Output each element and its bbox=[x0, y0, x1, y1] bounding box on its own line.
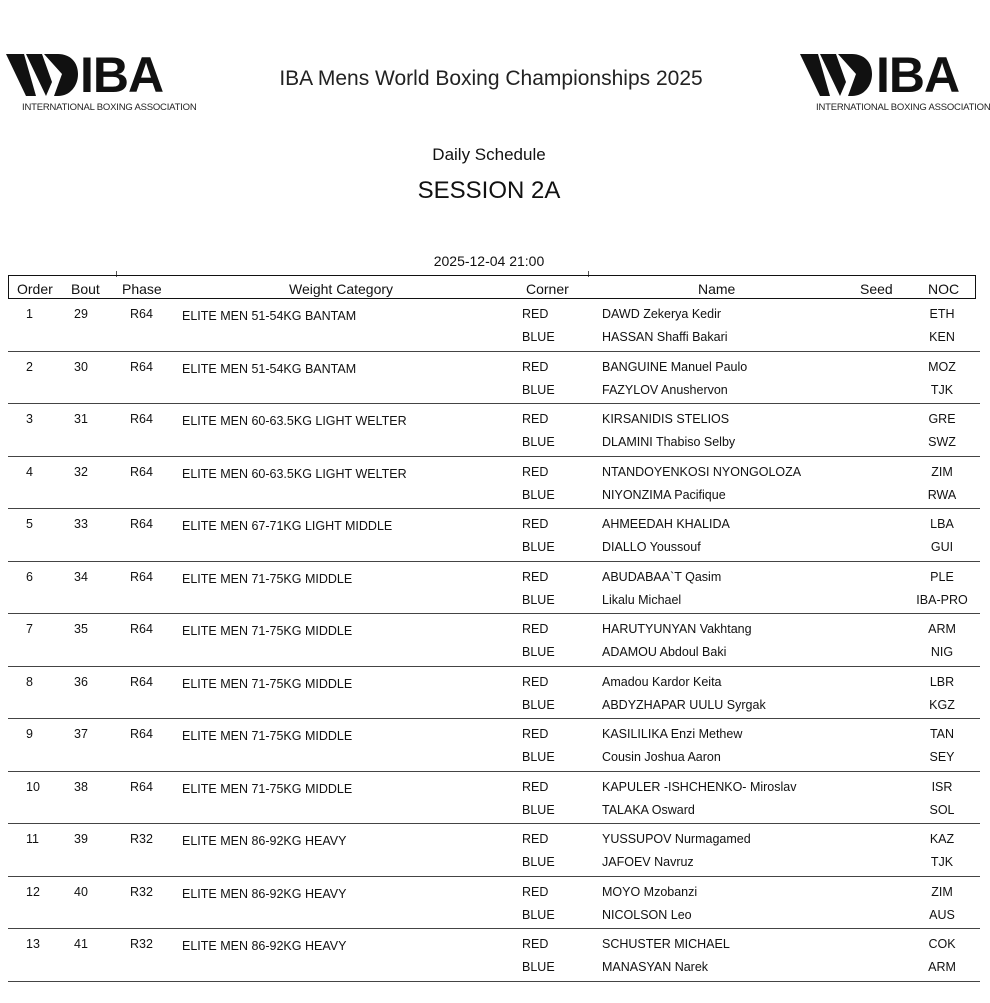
blue-corner-label: BLUE bbox=[522, 540, 555, 554]
red-boxer-name: KIRSANIDIS STELIOS bbox=[602, 412, 730, 426]
bout-order: 11 bbox=[26, 832, 39, 846]
blue-boxer-name: ABDYZHAPAR UULU Syrgak bbox=[602, 697, 766, 712]
bout-phase: R32 bbox=[130, 937, 153, 951]
bout-phase: R32 bbox=[130, 884, 153, 899]
blue-corner-label: BLUE bbox=[522, 907, 555, 922]
red-noc: GRE bbox=[928, 412, 956, 426]
bout-phase: R64 bbox=[130, 779, 153, 794]
weight-category: ELITE MEN 71-75KG MIDDLE bbox=[182, 729, 353, 743]
blue-noc: TJK bbox=[930, 382, 954, 397]
table-row bbox=[8, 614, 980, 667]
bout-number: 38 bbox=[74, 779, 88, 794]
red-noc: ARM bbox=[928, 622, 956, 636]
blue-boxer-name: DIALLO Youssouf bbox=[602, 540, 701, 554]
event-title: IBA Mens World Boxing Championships 2025 bbox=[279, 67, 703, 90]
red-boxer-name: HARUTYUNYAN Vakhtang bbox=[602, 622, 752, 636]
red-boxer-name: MOYO Mzobanzi bbox=[602, 884, 698, 899]
red-boxer-name: SCHUSTER MICHAEL bbox=[602, 937, 730, 951]
red-corner-label: RED bbox=[522, 832, 549, 846]
bout-order: 4 bbox=[26, 464, 33, 479]
red-noc: KAZ bbox=[929, 832, 955, 846]
bout-phase: R64 bbox=[130, 359, 153, 374]
red-corner-label: RED bbox=[522, 622, 549, 636]
red-corner-label: RED bbox=[522, 412, 549, 426]
blue-boxer-name: TALAKA Osward bbox=[602, 802, 695, 817]
bout-number: 31 bbox=[74, 412, 88, 426]
blue-noc: SEY bbox=[929, 750, 955, 764]
bout-order: 9 bbox=[26, 727, 33, 741]
blue-boxer-name: MANASYAN Narek bbox=[602, 960, 709, 974]
blue-corner-label: BLUE bbox=[522, 697, 555, 712]
bout-order: 8 bbox=[26, 674, 33, 689]
table-row bbox=[8, 719, 980, 772]
bout-number: 33 bbox=[74, 517, 88, 531]
blue-corner-label: BLUE bbox=[522, 750, 555, 764]
bout-number: 37 bbox=[74, 727, 88, 741]
red-boxer-name: KASILILIKA Enzi Methew bbox=[602, 727, 743, 741]
blue-boxer-name: DLAMINI Thabiso Selby bbox=[602, 435, 736, 449]
bout-phase: R64 bbox=[130, 622, 153, 636]
red-boxer-name: YUSSUPOV Nurmagamed bbox=[602, 832, 751, 846]
blue-corner-label: BLUE bbox=[522, 487, 555, 502]
bout-order: 12 bbox=[26, 884, 40, 899]
bout-order: 1 bbox=[26, 307, 33, 321]
weight-category: ELITE MEN 51-54KG BANTAM bbox=[182, 361, 357, 376]
bout-number: 40 bbox=[74, 884, 88, 899]
red-noc: ZIM bbox=[931, 884, 953, 899]
logo-org-name: INTERNATIONAL BOXING ASSOCIATION bbox=[816, 102, 990, 113]
red-boxer-name: BANGUINE Manuel Paulo bbox=[602, 359, 748, 374]
weight-category: ELITE MEN 51-54KG BANTAM bbox=[182, 309, 357, 323]
red-boxer-name: Amadou Kardor Keita bbox=[602, 674, 722, 689]
bout-phase: R64 bbox=[130, 674, 153, 689]
bout-order: 10 bbox=[26, 779, 40, 794]
session-label: SESSION 2A bbox=[417, 177, 561, 204]
bout-phase: R64 bbox=[130, 412, 153, 426]
red-noc: TAN bbox=[929, 727, 955, 741]
table-row bbox=[8, 299, 980, 352]
red-noc: LBA bbox=[930, 517, 954, 531]
blue-boxer-name: JAFOEV Navruz bbox=[602, 855, 694, 869]
bout-number: 30 bbox=[74, 359, 88, 374]
red-noc: LBR bbox=[929, 674, 955, 689]
session-datetime: 2025-12-04 21:00 bbox=[433, 253, 545, 269]
bout-phase: R64 bbox=[130, 517, 153, 531]
weight-category: ELITE MEN 86-92KG HEAVY bbox=[182, 939, 347, 953]
blue-corner-label: BLUE bbox=[522, 802, 555, 817]
bout-number: 36 bbox=[74, 674, 88, 689]
col-seed: Seed bbox=[860, 281, 893, 297]
red-noc: COK bbox=[928, 937, 956, 951]
red-corner-label: RED bbox=[522, 464, 549, 479]
col-corner: Corner bbox=[526, 281, 569, 297]
blue-noc: ARM bbox=[928, 960, 956, 974]
blue-boxer-name: Likalu Michael bbox=[602, 592, 682, 607]
red-boxer-name: ABUDABAA`T Qasim bbox=[602, 569, 722, 584]
table-row bbox=[8, 562, 980, 615]
logo-wordmark: IBA bbox=[80, 47, 164, 103]
table-row bbox=[8, 824, 980, 877]
blue-corner-label: BLUE bbox=[522, 382, 555, 397]
red-corner-label: RED bbox=[522, 779, 549, 794]
red-boxer-name: KAPULER -ISHCHENKO- Miroslav bbox=[602, 779, 797, 794]
blue-noc: SOL bbox=[929, 802, 955, 817]
bout-phase: R64 bbox=[130, 569, 153, 584]
blue-boxer-name: FAZYLOV Anushervon bbox=[602, 382, 728, 397]
blue-corner-label: BLUE bbox=[522, 855, 555, 869]
blue-noc: NIG bbox=[930, 645, 954, 659]
bout-list bbox=[0, 299, 990, 982]
bout-phase: R64 bbox=[130, 307, 153, 321]
table-row bbox=[8, 509, 980, 562]
red-corner-label: RED bbox=[522, 569, 549, 584]
red-corner-label: RED bbox=[522, 884, 549, 899]
red-noc: MOZ bbox=[928, 359, 956, 374]
blue-boxer-name: NICOLSON Leo bbox=[602, 907, 692, 922]
weight-category: ELITE MEN 71-75KG MIDDLE bbox=[182, 781, 353, 796]
bout-order: 6 bbox=[26, 569, 33, 584]
blue-corner-label: BLUE bbox=[522, 435, 555, 449]
weight-category: ELITE MEN 86-92KG HEAVY bbox=[182, 834, 347, 848]
weight-category: ELITE MEN 60-63.5KG LIGHT WELTER bbox=[182, 414, 407, 428]
red-noc: ZIM bbox=[931, 464, 953, 479]
red-corner-label: RED bbox=[522, 307, 549, 321]
bout-phase: R64 bbox=[130, 727, 153, 741]
logo-wordmark: IBA bbox=[876, 47, 960, 103]
bout-order: 3 bbox=[26, 412, 33, 426]
blue-boxer-name: NIYONZIMA Pacifique bbox=[602, 487, 726, 502]
blue-corner-label: BLUE bbox=[522, 645, 555, 659]
red-corner-label: RED bbox=[522, 674, 549, 689]
blue-noc: GUI bbox=[930, 540, 954, 554]
bout-number: 35 bbox=[74, 622, 88, 636]
col-weight-category: Weight Category bbox=[289, 281, 394, 297]
blue-noc: IBA-PRO bbox=[916, 592, 968, 607]
red-boxer-name: DAWD Zekerya Kedir bbox=[602, 307, 722, 321]
table-row bbox=[8, 772, 980, 825]
blue-noc: KEN bbox=[929, 330, 955, 344]
weight-category: ELITE MEN 71-75KG MIDDLE bbox=[182, 571, 353, 586]
bout-order: 7 bbox=[26, 622, 33, 636]
red-boxer-name: AHMEEDAH KHALIDA bbox=[602, 517, 730, 531]
blue-noc: AUS bbox=[929, 907, 955, 922]
red-corner-label: RED bbox=[522, 517, 549, 531]
blue-corner-label: BLUE bbox=[522, 330, 555, 344]
bout-order: 5 bbox=[26, 517, 33, 531]
table-row bbox=[8, 457, 980, 510]
table-row bbox=[8, 352, 980, 405]
blue-boxer-name: ADAMOU Abdoul Baki bbox=[602, 645, 727, 659]
blue-noc: SWZ bbox=[928, 435, 956, 449]
weight-category: ELITE MEN 86-92KG HEAVY bbox=[182, 886, 347, 901]
bout-order: 13 bbox=[26, 937, 40, 951]
table-row bbox=[8, 667, 980, 720]
table-row bbox=[8, 929, 980, 982]
red-corner-label: RED bbox=[522, 359, 549, 374]
schedule-label: Daily Schedule bbox=[432, 145, 546, 164]
table-row bbox=[8, 404, 980, 457]
blue-noc: RWA bbox=[927, 487, 957, 502]
blue-corner-label: BLUE bbox=[522, 592, 555, 607]
weight-category: ELITE MEN 67-71KG LIGHT MIDDLE bbox=[182, 519, 393, 533]
red-noc: ISR bbox=[931, 779, 953, 794]
bout-number: 39 bbox=[74, 832, 88, 846]
bout-phase: R64 bbox=[130, 464, 153, 479]
col-phase: Phase bbox=[122, 281, 162, 297]
weight-category: ELITE MEN 71-75KG MIDDLE bbox=[182, 624, 353, 638]
table-header bbox=[8, 275, 976, 299]
blue-boxer-name: Cousin Joshua Aaron bbox=[602, 750, 721, 764]
col-noc: NOC bbox=[928, 281, 960, 297]
red-corner-label: RED bbox=[522, 727, 549, 741]
col-bout: Bout bbox=[71, 281, 100, 297]
red-noc: ETH bbox=[929, 307, 955, 321]
col-order: Order bbox=[17, 281, 53, 297]
logo-org-name: INTERNATIONAL BOXING ASSOCIATION bbox=[22, 102, 197, 113]
bout-number: 34 bbox=[74, 569, 88, 584]
col-name: Name bbox=[698, 281, 736, 297]
blue-noc: TJK bbox=[930, 855, 954, 869]
bout-number: 41 bbox=[74, 937, 88, 951]
red-corner-label: RED bbox=[522, 937, 549, 951]
weight-category: ELITE MEN 60-63.5KG LIGHT WELTER bbox=[182, 466, 407, 481]
red-noc: PLE bbox=[930, 569, 954, 584]
blue-noc: KGZ bbox=[929, 697, 955, 712]
blue-boxer-name: HASSAN Shaffi Bakari bbox=[602, 330, 728, 344]
red-boxer-name: NTANDOYENKOSI NYONGOLOZA bbox=[602, 464, 802, 479]
blue-corner-label: BLUE bbox=[522, 960, 555, 974]
bout-order: 2 bbox=[26, 359, 33, 374]
bout-number: 32 bbox=[74, 464, 88, 479]
table-row bbox=[8, 877, 980, 930]
weight-category: ELITE MEN 71-75KG MIDDLE bbox=[182, 676, 353, 691]
bout-phase: R32 bbox=[130, 832, 153, 846]
bout-number: 29 bbox=[74, 307, 88, 321]
